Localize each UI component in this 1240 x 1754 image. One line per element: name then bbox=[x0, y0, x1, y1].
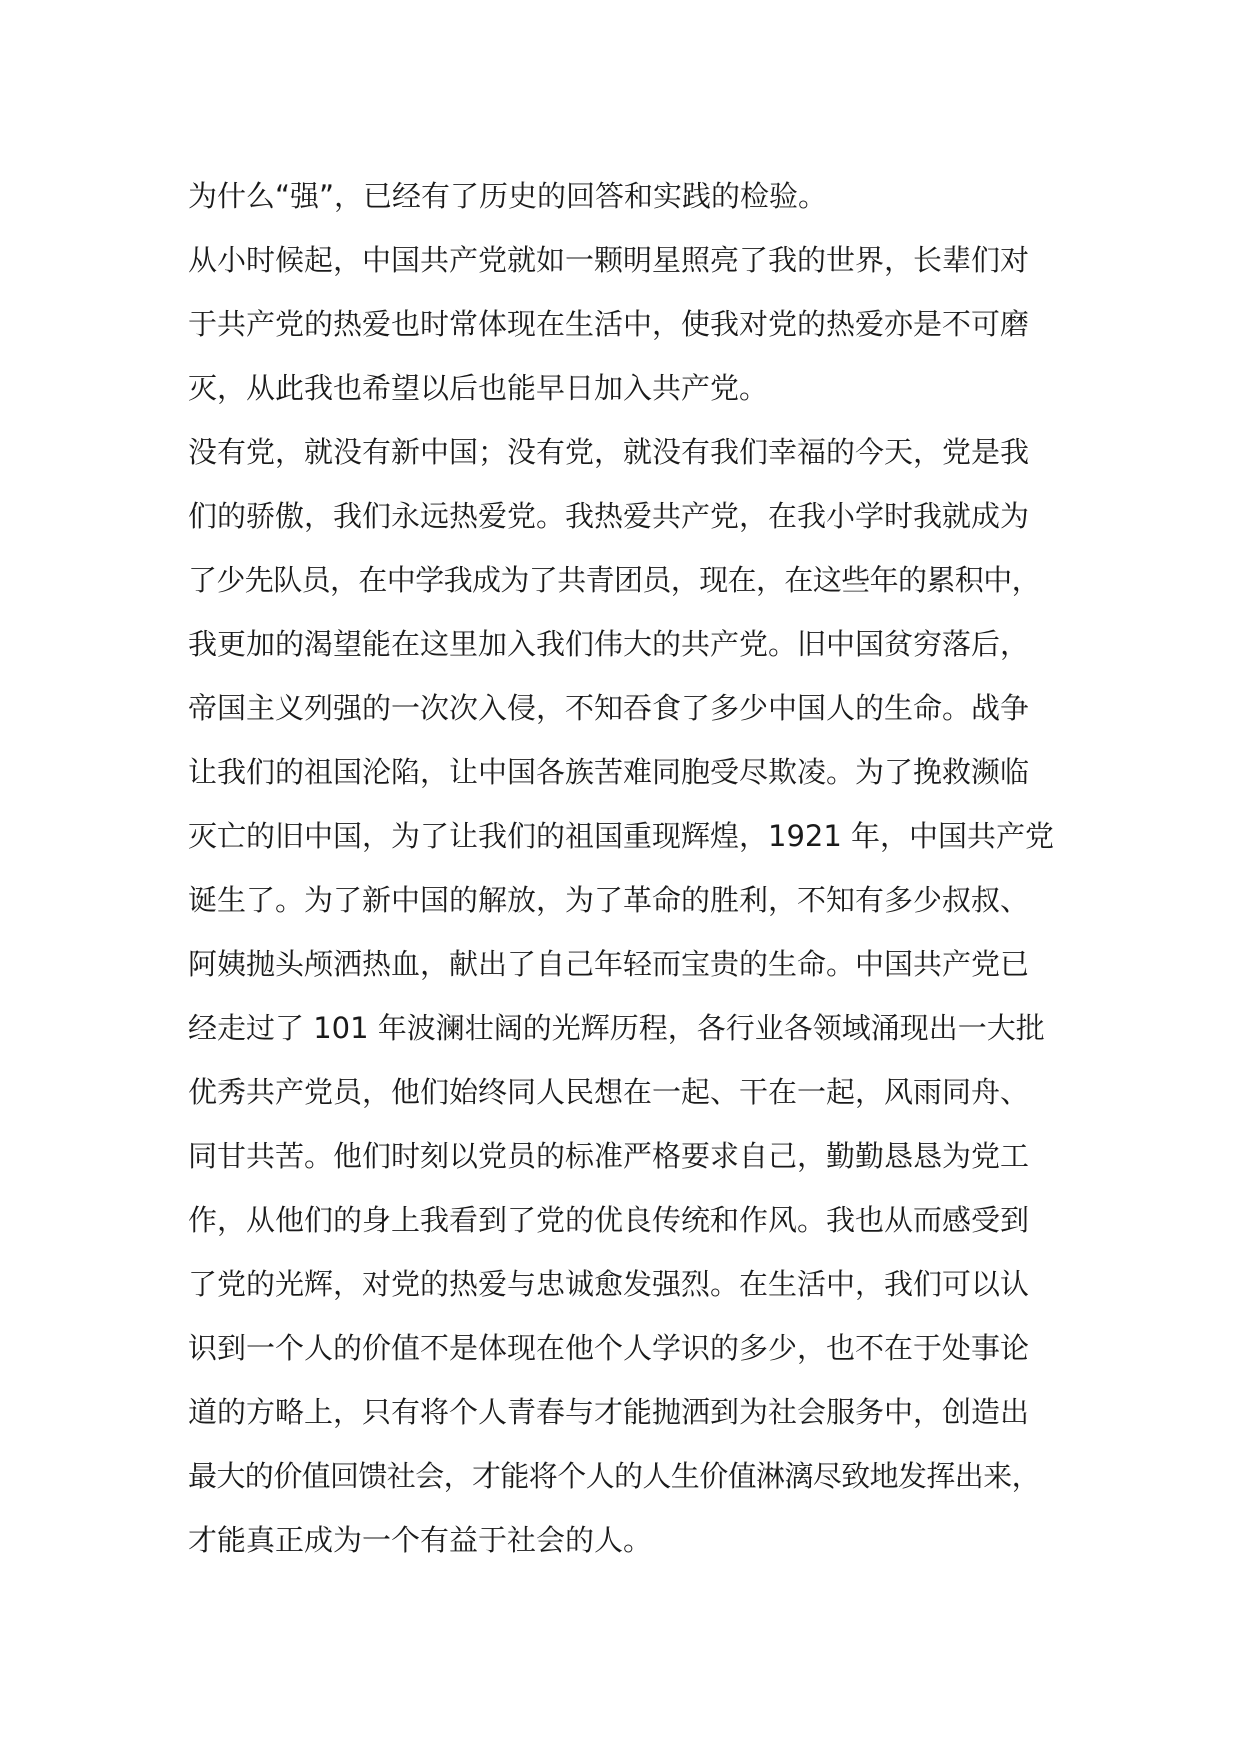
text-line: 作，从他们的身上我看到了党的优良传统和作风。我也从而感受到 bbox=[188, 1203, 1030, 1237]
text-line: 从小时候起，中国共产党就如一颗明星照亮了我的世界，长辈们对 bbox=[188, 243, 1030, 277]
text-line: 阿姨抛头颅洒热血，献出了自己年轻而宝贵的生命。中国共产党已 bbox=[188, 947, 1030, 981]
text-line: 我更加的渴望能在这里加入我们伟大的共产党。旧中国贫穷落后， bbox=[188, 627, 1030, 661]
text-line: 道的方略上，只有将个人青春与才能抛洒到为社会服务中，创造出 bbox=[188, 1395, 1030, 1429]
text-line: 了少先队员，在中学我成为了共青团员，现在，在这些年的累积中， bbox=[188, 563, 1041, 597]
text-line: 为什么“强”，已经有了历史的回答和实践的检验。 bbox=[188, 179, 828, 213]
text-line: 才能真正成为一个有益于社会的人。 bbox=[188, 1523, 653, 1557]
text-line: 于共产党的热爱也时常体现在生活中，使我对党的热爱亦是不可磨 bbox=[188, 307, 1030, 341]
body-text bbox=[188, 164, 1088, 1572]
text-line: 让我们的祖国沦陷，让中国各族苦难同胞受尽欺凌。为了挽救濒临 bbox=[188, 755, 1030, 789]
text-line: 了党的光辉，对党的热爱与忠诚愈发强烈。在生活中，我们可以认 bbox=[188, 1267, 1030, 1301]
text-line: 们的骄傲，我们永远热爱党。我热爱共产党，在我小学时我就成为 bbox=[188, 499, 1030, 533]
text-line: 没有党，就没有新中国；没有党，就没有我们幸福的今天，党是我 bbox=[188, 435, 1030, 469]
text-line: 最大的价值回馈社会，才能将个人的人生价值淋漓尽致地发挥出来， bbox=[188, 1459, 1041, 1493]
text-line: 灭亡的旧中国，为了让我们的祖国重现辉煌，1921 年，中国共产党 bbox=[188, 819, 1055, 853]
text-line: 同甘共苦。他们时刻以党员的标准严格要求自己，勤勤恳恳为党工 bbox=[188, 1139, 1030, 1173]
text-line: 识到一个人的价值不是体现在他个人学识的多少，也不在于处事论 bbox=[188, 1331, 1030, 1365]
text-line: 灭，从此我也希望以后也能早日加入共产党。 bbox=[188, 371, 769, 405]
text-line: 优秀共产党员，他们始终同人民想在一起、干在一起，风雨同舟、 bbox=[188, 1075, 1030, 1109]
text-line: 经走过了 101 年波澜壮阔的光辉历程，各行业各领域涌现出一大批 bbox=[188, 1011, 1045, 1045]
text-line: 帝国主义列强的一次次入侵，不知吞食了多少中国人的生命。战争 bbox=[188, 691, 1030, 725]
text-line: 诞生了。为了新中国的解放，为了革命的胜利，不知有多少叔叔、 bbox=[188, 883, 1030, 917]
